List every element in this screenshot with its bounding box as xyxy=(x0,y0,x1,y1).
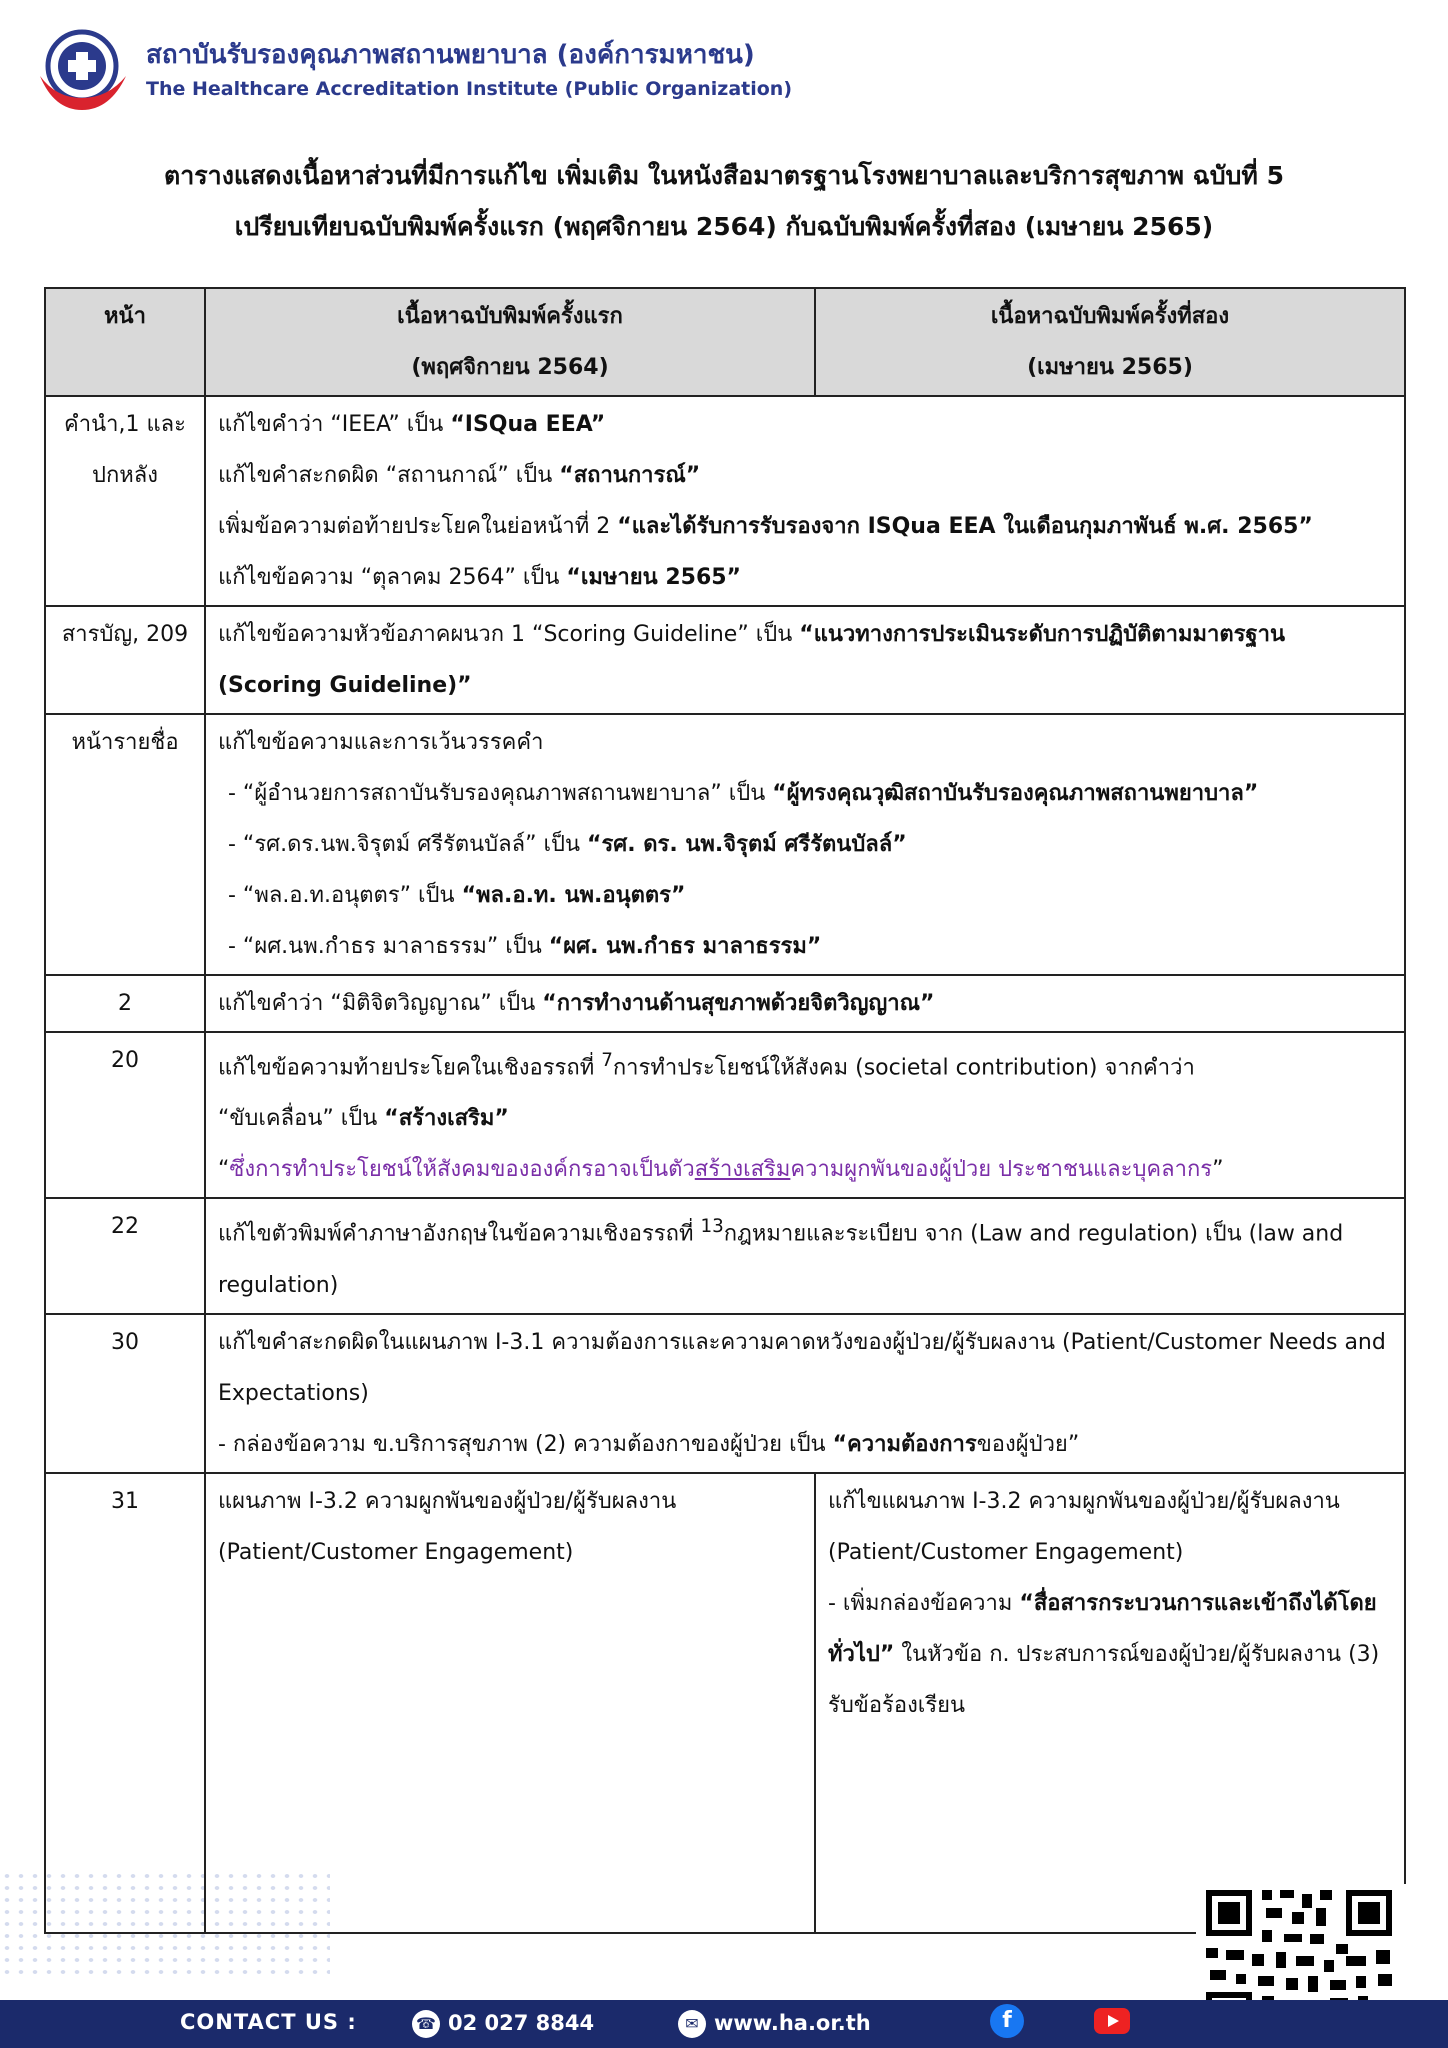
header-first-edition xyxy=(205,288,815,396)
page-cell: สารบัญ, 209 xyxy=(45,606,205,714)
org-header xyxy=(34,24,794,120)
header-second-date: (เมษายน 2565) xyxy=(1027,355,1193,380)
revision-line: เพิ่มข้อความต่อท้ายประโยคในย่อหน้าที่ 2 “และได้รับการรับรองจาก ISQua EEA ในเดือนกุมภาพันธ์ พ.ศ. 2565” xyxy=(218,514,1313,539)
table-row xyxy=(45,1198,1405,1313)
revision-quote: “ซึ่งการทำประโยชน์ให้สังคมขององค์กรอาจเป็นตัวสร้างเสริมความผูกพันของผู้ป่วย ประชาชนและบุคลากร” xyxy=(218,1157,1224,1183)
email-icon: ✉ xyxy=(678,2010,706,2038)
revision-cell xyxy=(205,714,1405,975)
org-name-thai: สถาบันรับรองคุณภาพสถานพยาบาล (องค์การมหาชน) xyxy=(146,40,755,70)
header-first-title: เนื้อหาฉบับพิมพ์ครั้งแรก xyxy=(397,304,623,329)
page-cell: หน้ารายชื่อ xyxy=(45,714,205,975)
ha-logo-icon xyxy=(34,24,132,114)
underlined-term: สร้างเสริม xyxy=(694,1157,791,1183)
revision-line: แก้ไขแผนภาพ I-3.2 ความผูกพันของผู้ป่วย/ผู้รับผลงาน (Patient/Customer Engagement) xyxy=(828,1488,1340,1565)
table-row xyxy=(45,396,1405,606)
org-name-english: The Healthcare Accreditation Institute (Public Organization) xyxy=(146,78,793,100)
header-second-edition xyxy=(815,288,1405,396)
table-row xyxy=(45,975,1405,1032)
table-row xyxy=(45,606,1405,714)
revision-line: - “ผศ.นพ.กำธร มาลาธรรม” เป็น “ผศ. นพ.กำธร มาลาธรรม” xyxy=(228,934,822,959)
revision-cell xyxy=(205,1032,1405,1198)
revision-cell: แก้ไขข้อความหัวข้อภาคผนวก 1 “Scoring Guideline” เป็น “แนวทางการประเมินระดับการปฏิบัติตามมาตรฐาน (Scoring Guideline)” xyxy=(205,606,1405,714)
revision-line: แก้ไขคำว่า “IEEA” เป็น “ISQua EEA” xyxy=(218,412,606,437)
revision-line: “ขับเคลื่อน” เป็น “สร้างเสริม” xyxy=(218,1106,509,1132)
revision-line: - “พล.อ.ท.อนุตตร” เป็น “พล.อ.ท. นพ.อนุตตร” xyxy=(228,883,686,908)
table-row xyxy=(45,1314,1405,1473)
second-edition-cell xyxy=(815,1473,1405,1933)
header-first-date: (พฤศจิกายน 2564) xyxy=(411,355,609,380)
revision-cell: แก้ไขคำว่า “มิติจิตวิญญาณ” เป็น “การทำงานด้านสุขภาพด้วยจิตวิญญาณ” xyxy=(205,975,1405,1032)
header-page: หน้า xyxy=(45,288,205,396)
facebook-icon[interactable]: f xyxy=(990,2004,1024,2038)
table-row xyxy=(45,1032,1405,1198)
revision-line: แก้ไขข้อความ “ตุลาคม 2564” เป็น “เมษายน 2565” xyxy=(218,565,742,590)
page-cell: 20 xyxy=(45,1032,205,1198)
revision-table xyxy=(44,287,1406,1934)
page-cell: 22 xyxy=(45,1198,205,1313)
revision-cell xyxy=(205,396,1405,606)
phone-number: 02 027 8844 xyxy=(448,2011,595,2035)
table-row xyxy=(45,714,1405,975)
table-row xyxy=(45,1473,1405,1933)
revision-line: แก้ไขคำสะกดผิดในแผนภาพ I-3.1 ความต้องการและความคาดหวังของผู้ป่วย/ผู้รับผลงาน (Patient/Customer Needs and Expectations) xyxy=(218,1329,1386,1406)
phone-icon: ☎ xyxy=(412,2010,440,2038)
revision-cell: แก้ไขตัวพิมพ์คำภาษาอังกฤษในข้อความเชิงอรรถที่ $^{13}$กฎหมายและระเบียบ จาก (Law and regulation) เป็น (law and regulation) xyxy=(205,1198,1405,1313)
page-ref-line2: ปกหลัง xyxy=(91,463,158,488)
revision-line: - กล่องข้อความ ข.บริการสุขภาพ (2) ความต้องกาของผู้ป่วย เป็น “ความต้องการของผู้ป่วย” xyxy=(218,1431,1080,1457)
page-cell: 2 xyxy=(45,975,205,1032)
page-ref-line1: คำนำ,1 และ xyxy=(64,412,186,437)
page-cell: 30 xyxy=(45,1314,205,1473)
revision-line: แก้ไขคำสะกดผิด “สถานกาณ์” เป็น “สถานการณ์” xyxy=(218,463,701,488)
page-cell xyxy=(45,396,205,606)
revision-cell xyxy=(205,1314,1405,1473)
website-url: www.ha.or.th xyxy=(714,2011,871,2035)
document-title-line2: เปรียบเทียบฉบับพิมพ์ครั้งแรก (พฤศจิกายน 2564) กับฉบับพิมพ์ครั้งที่สอง (เมษายน 2565) xyxy=(234,212,1214,241)
revision-line: - “ผู้อำนวยการสถาบันรับรองคุณภาพสถานพยาบาล” เป็น “ผู้ทรงคุณวุฒิสถาบันรับรองคุณภาพสถานพยาบาล” xyxy=(228,781,1259,806)
phone-contact[interactable] xyxy=(412,2010,594,2038)
revision-line: - เพิ่มกล่องข้อความ “สื่อสารกระบวนการและเข้าถึงได้โดยทั่วไป” ในหัวข้อ ก. ประสบการณ์ของผู้ป่วย/ผู้รับผลงาน (3) รับข้อร้องเรียน xyxy=(828,1590,1380,1718)
revision-line: - “รศ.ดร.นพ.จิรุตม์ ศรีรัตนบัลล์” เป็น “รศ. ดร. นพ.จิรุตม์ ศรีรัตนบัลล์” xyxy=(228,832,907,857)
website-link[interactable] xyxy=(678,2010,871,2038)
table-header-row xyxy=(45,288,1405,396)
document-title-line1: ตารางแสดงเนื้อหาส่วนที่มีการแก้ไข เพิ่มเติม ในหนังสือมาตรฐานโรงพยาบาลและบริการสุขภาพ ฉบับที่ 5 xyxy=(163,161,1285,190)
first-edition-cell: แผนภาพ I-3.2 ความผูกพันของผู้ป่วย/ผู้รับผลงาน (Patient/Customer Engagement) xyxy=(205,1473,815,1933)
contact-label: CONTACT US : xyxy=(180,2010,357,2034)
page-cell: 31 xyxy=(45,1473,205,1933)
header-second-title: เนื้อหาฉบับพิมพ์ครั้งที่สอง xyxy=(990,304,1230,329)
footnote-marker: 13 xyxy=(700,1216,724,1238)
footnote-marker: 7 xyxy=(601,1050,613,1071)
revision-line: แก้ไขข้อความท้ายประโยคในเชิงอรรถที่ $^7$การทำประโยชน์ให้สังคม (societal contribution) จากคำว่า xyxy=(218,1050,1195,1081)
revision-intro: แก้ไขข้อความและการเว้นวรรคคำ xyxy=(218,730,544,755)
youtube-icon[interactable] xyxy=(1094,2008,1130,2034)
